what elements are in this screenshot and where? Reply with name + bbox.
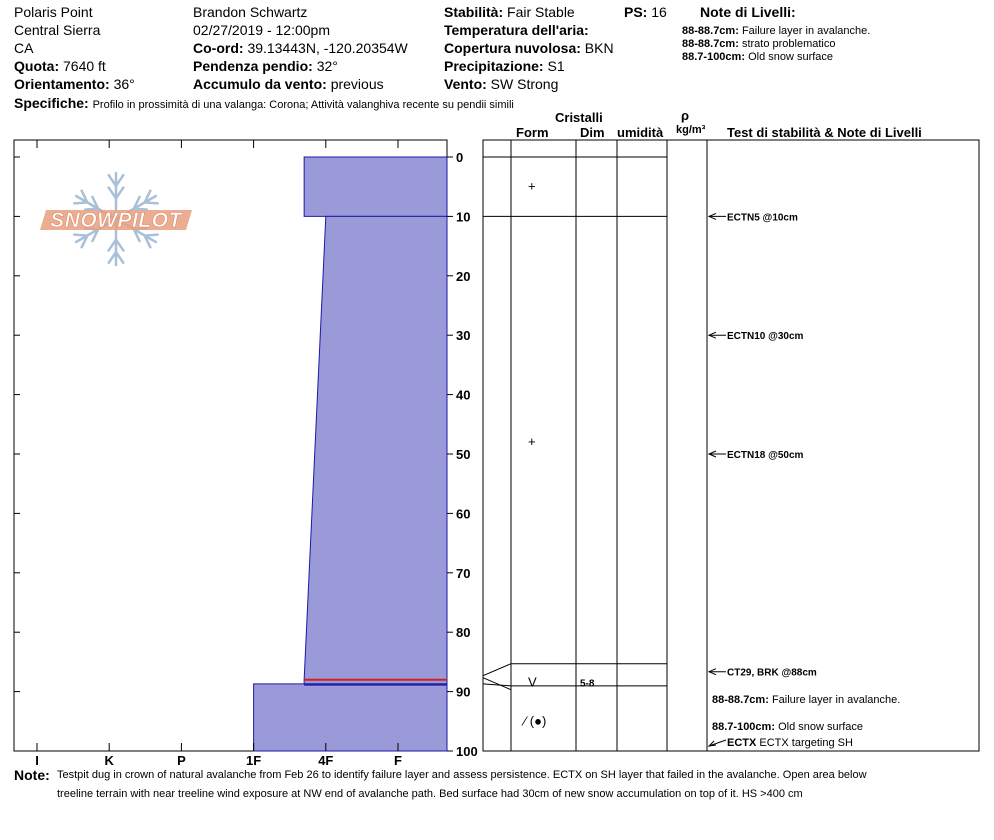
cloud-cover-value: BKN xyxy=(584,40,614,56)
layer-note-text: Failure layer in avalanche. xyxy=(741,25,871,37)
specifics-label: Specifiche: xyxy=(14,95,89,111)
range-name: Central Sierra xyxy=(14,22,101,38)
note-line-2: treeline terrain with near treeline wind exposure at NW end of avalanche path. Bed surface had 30cm of new snow accumulation on top of it. HS >400 cm xyxy=(57,788,803,800)
layer-note-text: Old snow surface xyxy=(748,51,834,63)
layer-connector xyxy=(483,664,511,676)
precipitation-value: S1 xyxy=(547,58,565,74)
crystal-size-label: 5-8 xyxy=(580,678,595,690)
observer-name: Brandon Schwartz xyxy=(193,4,308,20)
bottom-layer-note xyxy=(727,737,853,750)
crystal-form-label: + xyxy=(528,434,536,450)
bottom-note-range: 88-88.7cm: xyxy=(712,694,769,706)
layer-note-text: strato problematico xyxy=(741,38,836,50)
hardness-layer xyxy=(304,216,447,679)
aspect-value: 36° xyxy=(113,76,135,92)
state-name: CA xyxy=(14,40,34,56)
tests-header: Test di stabilità & Note di Livelli xyxy=(727,125,922,140)
hardness-tick-label: K xyxy=(104,753,114,768)
depth-tick-label: 70 xyxy=(456,565,471,581)
bottom-note-text: ECTX targeting SH xyxy=(759,737,853,749)
note-label: Note: xyxy=(14,767,50,783)
depth-tick-label: 80 xyxy=(456,625,471,641)
location-name: Polaris Point xyxy=(14,4,93,20)
hardness-tick-label: I xyxy=(35,753,39,768)
hardness-layer xyxy=(254,684,447,751)
rho-header: ρ xyxy=(681,108,690,123)
bottom-note-text: Old snow surface xyxy=(778,721,864,733)
wind-value: SW Strong xyxy=(490,76,559,92)
observation-datetime: 02/27/2019 - 12:00pm xyxy=(193,22,330,38)
layer-notes-title: Note di Livelli: xyxy=(700,4,796,20)
ps-label: PS: xyxy=(624,4,648,20)
hardness-tick-label: 4F xyxy=(318,753,334,768)
bottom-layer-note xyxy=(712,694,900,707)
stability-value: Fair Stable xyxy=(507,4,575,20)
specifics-value: Profilo in prossimità di una valanga: Corona; Attività valanghiva recente su pendii simili xyxy=(92,99,514,111)
hardness-tick-label: F xyxy=(394,753,402,768)
stability-test-label: ECTN18 @50cm xyxy=(727,450,804,461)
bottom-note-text: Failure layer in avalanche. xyxy=(771,694,901,706)
hardness-tick-label: P xyxy=(177,753,186,768)
dim-header: Dim xyxy=(580,125,605,140)
hardness-tick-label: 1F xyxy=(246,753,262,768)
depth-tick-label: 60 xyxy=(456,506,471,522)
form-header: Form xyxy=(516,125,549,140)
wind-loading-label: Accumulo da vento: xyxy=(193,76,327,92)
slope-value: 32° xyxy=(316,58,338,74)
layer-table-frame xyxy=(483,140,979,751)
layer-note-range: 88.7-100cm: xyxy=(682,51,745,63)
hardness-layer xyxy=(304,157,447,216)
depth-tick-label: 30 xyxy=(456,328,471,344)
layer-table-grid xyxy=(483,140,707,751)
depth-tick-label: 20 xyxy=(456,268,471,284)
wind-label: Vento: xyxy=(444,76,487,92)
aspect-label: Orientamento: xyxy=(14,76,110,92)
humidity-header: umidità xyxy=(617,125,664,140)
crystals-header: Cristalli xyxy=(555,110,603,125)
bottom-layer-note xyxy=(712,721,863,734)
crystal-form-label: V xyxy=(528,674,537,690)
slope-label: Pendenza pendio: xyxy=(193,58,313,74)
stability-label: Stabilità: xyxy=(444,4,504,20)
depth-tick-label: 0 xyxy=(456,150,464,165)
depth-tick-label: 10 xyxy=(456,209,471,225)
depth-tick-label: 40 xyxy=(456,387,471,403)
bottom-note-range: ECTX xyxy=(727,737,757,749)
stability-test-label: ECTN10 @30cm xyxy=(727,331,804,343)
crystal-form-label: ⁄ (●) xyxy=(524,713,547,729)
depth-tick-label: 50 xyxy=(456,447,471,462)
layer-table-content xyxy=(521,179,595,729)
crystal-form-label: + xyxy=(528,178,536,194)
elevation-label: Quota: xyxy=(14,58,60,74)
density-unit-header: kg/m³ xyxy=(676,124,706,136)
bottom-note-range: 88.7-100cm: xyxy=(712,721,775,733)
stability-test-label: CT29, BRK @88cm xyxy=(727,667,817,679)
depth-tick-label: 90 xyxy=(456,684,471,700)
coordinates-value: 39.13443N, -120.20354W xyxy=(247,40,408,56)
air-temp-label: Temperatura dell'aria: xyxy=(444,22,589,38)
stability-test-label: ECTN5 @10cm xyxy=(727,212,798,224)
wind-loading-value: previous xyxy=(330,76,384,92)
ps-value: 16 xyxy=(651,4,667,20)
stability-tests xyxy=(709,212,817,746)
note-line-1: Testpit dug in crown of natural avalanche from Feb 26 to identify failure layer and assess persistence. ECTX on SH layer that failed in the avalanche. Open area below xyxy=(57,769,867,781)
precipitation-label: Precipitazione: xyxy=(444,58,544,74)
coordinates-label: Co-ord: xyxy=(193,40,244,56)
logo-text: SNOWPILOT xyxy=(50,209,182,232)
cloud-cover-label: Copertura nuvolosa: xyxy=(444,40,581,56)
layer-note-range: 88-88.7cm: xyxy=(682,25,739,37)
depth-tick-label: 100 xyxy=(456,744,478,759)
elevation-value: 7640 ft xyxy=(63,58,106,74)
layer-note-range: 88-88.7cm: xyxy=(682,38,739,50)
